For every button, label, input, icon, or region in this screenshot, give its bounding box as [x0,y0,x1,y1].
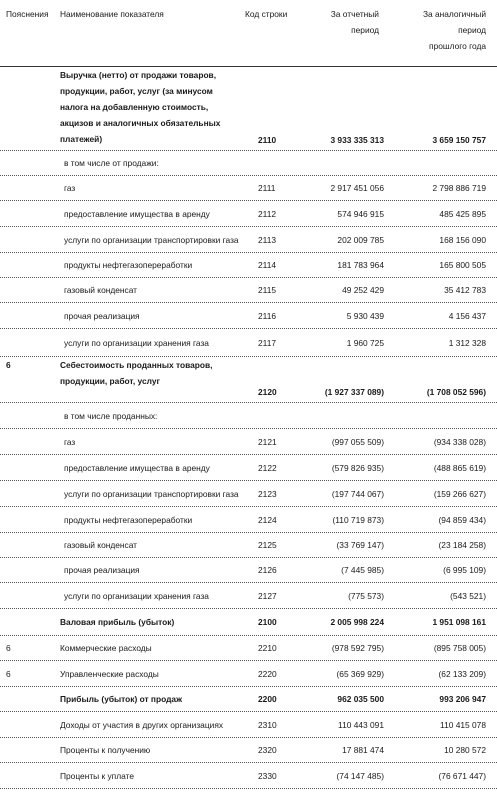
header-current-period: За отчетный период [330,9,379,35]
row-indicator-name: предоставление имущества в аренду [64,208,210,219]
table-row [0,277,497,303]
table-row [0,532,497,558]
row-line-code: 2115 [258,285,277,296]
table-row [0,328,497,357]
row-note: 6 [6,360,11,370]
row-line-code: 2310 [258,719,277,730]
row-current-value: (978 592 795) [331,643,384,654]
row-indicator-name: Прибыль (убыток) от продаж [60,694,183,705]
table-row [0,175,497,201]
row-current-value: (110 719 873) [332,514,384,525]
row-previous-value: (94 859 434) [438,514,486,525]
row-line-code: 2113 [258,234,277,245]
header-indicator-name: Наименование показателя [60,9,164,19]
table-row [0,506,497,533]
row-line-code: 2114 [258,260,277,271]
table-row [0,454,497,481]
row-indicator-name: газ [64,436,76,447]
row-indicator-name: газовый конденсат [64,285,138,296]
row-line-code: 2121 [258,436,277,447]
row-current-value: 5 930 439 [346,310,384,321]
row-line-code: 2126 [258,565,277,576]
row-line-code: 2127 [258,590,277,601]
table-row [0,557,497,583]
row-line-code: 2123 [258,488,277,499]
row-previous-value: (159 266 627) [433,488,486,499]
row-line-code: 2125 [258,540,277,551]
row-current-value: (74 147 485) [336,770,384,781]
row-indicator-name: услуги по организации хранения газа [64,337,209,348]
table-row [0,66,497,151]
table-row [0,582,497,609]
row-line-code: 2110 [258,134,277,145]
row-previous-value: 3 659 150 757 [432,134,486,145]
row-line-code: 2320 [258,745,277,756]
table-row [0,200,497,227]
table-row [0,356,497,403]
row-line-code: 2200 [258,694,277,705]
header-previous-period: За аналогичный период прошлого года [422,9,486,51]
row-previous-value: 1 312 328 [448,337,486,348]
row-indicator-name: прочая реализация [64,310,140,321]
table-row [0,737,497,763]
row-previous-value: 4 156 437 [448,310,486,321]
row-current-value: 3 933 335 313 [330,134,384,145]
row-current-value: 2 005 998 224 [330,617,384,628]
row-previous-value: (543 521) [450,590,486,601]
table-header [0,0,497,67]
row-indicator-name: газ [64,183,76,194]
table-row [0,660,497,687]
row-previous-value: (62 133 209) [438,668,486,679]
row-previous-value: (76 671 447) [438,770,486,781]
row-indicator-name: Валовая прибыль (убыток) [60,617,175,628]
row-indicator-name: услуги по организации транспортировки газа [64,234,239,245]
row-line-code: 2111 [258,183,276,194]
row-current-value: (1 927 337 089) [324,386,384,397]
row-indicator-name: в том числе проданных: [64,410,158,421]
row-line-code: 2120 [258,386,277,397]
row-previous-value: (6 995 109) [443,565,486,576]
row-previous-value: 110 415 078 [440,719,486,730]
row-indicator-name: в том числе от продажи: [64,158,159,169]
row-line-code: 2124 [258,514,277,525]
row-current-value: (33 769 147) [336,540,384,551]
row-note: 6 [6,668,11,679]
row-current-value: 181 783 964 [337,260,384,271]
row-current-value: (65 369 929) [336,668,384,679]
row-previous-value: (488 865 619) [433,462,486,473]
row-previous-value: 2 798 886 719 [432,183,486,194]
table-row [0,252,497,278]
table-row [0,686,497,712]
row-current-value: 962 035 500 [337,694,384,705]
row-indicator-name: продукты нефтегазопереработки [64,260,193,271]
row-current-value: 202 009 785 [337,234,384,245]
table-row [0,226,497,253]
row-line-code: 2116 [258,310,277,321]
row-current-value: (579 826 935) [331,462,384,473]
row-line-code: 2330 [258,770,277,781]
table-row [0,150,497,176]
table-row [0,402,497,429]
row-indicator-name: Доходы от участия в других организациях [60,719,224,730]
row-indicator-name: услуги по организации хранения газа [64,590,209,601]
row-indicator-name: продукты нефтегазопереработки [64,514,193,525]
row-current-value: 17 881 474 [342,745,384,756]
row-previous-value: 35 412 783 [444,285,486,296]
row-line-code: 2210 [258,643,277,654]
row-current-value: 574 946 915 [337,208,384,219]
row-previous-value: 10 280 572 [444,745,486,756]
row-indicator-name: Управленческие расходы [60,668,159,679]
row-previous-value: 993 206 947 [439,694,486,705]
row-indicator-name: Выручка (нетто) от продажи товаров, продукции, работ, услуг (за минусом налога на добавленную стоимость, акцизов и аналогичных обязательных платежей) [60,70,221,144]
row-previous-value: 165 800 505 [439,260,486,271]
row-indicator-name: Коммерческие расходы [60,643,152,654]
row-previous-value: 168 156 090 [439,234,486,245]
row-note: 6 [6,643,11,654]
header-line-code: Код строки [245,9,288,19]
table-row [0,302,497,329]
row-indicator-name: предоставление имущества в аренду [64,462,210,473]
row-indicator-name: прочая реализация [64,565,140,576]
table-row [0,608,497,636]
row-previous-value: 1 951 098 161 [432,617,486,628]
table-row [0,480,497,507]
row-current-value: (997 055 509) [331,436,384,447]
row-line-code: 2220 [258,668,277,679]
row-previous-value: 485 425 895 [439,208,486,219]
row-line-code: 2117 [258,337,277,348]
row-current-value: (197 744 067) [331,488,384,499]
row-current-value: 49 252 429 [342,285,384,296]
row-previous-value: (23 184 258) [438,540,486,551]
row-current-value: 1 960 725 [346,337,384,348]
row-indicator-name: газовый конденсат [64,540,138,551]
row-current-value: 110 443 091 [338,719,384,730]
row-previous-value: (895 758 005) [433,643,486,654]
row-previous-value: (934 338 028) [433,436,486,447]
table-row [0,711,497,738]
header-notes: Пояснения [6,9,49,19]
table-row [0,762,497,789]
row-line-code: 2100 [258,617,277,628]
row-indicator-name: Проценты к уплате [60,770,134,781]
row-current-value: 2 917 451 056 [330,183,384,194]
row-current-value: (7 445 985) [341,565,384,576]
row-indicator-name: услуги по организации транспортировки газа [64,488,239,499]
table-row [0,635,497,661]
row-indicator-name: Проценты к получению [60,745,151,756]
row-previous-value: (1 708 052 596) [426,386,486,397]
row-indicator-name: Себестоимость проданных товаров, продукции, работ, услуг [60,360,213,386]
row-line-code: 2122 [258,462,277,473]
table-row [0,428,497,455]
row-current-value: (775 573) [348,590,384,601]
row-line-code: 2112 [258,208,277,219]
